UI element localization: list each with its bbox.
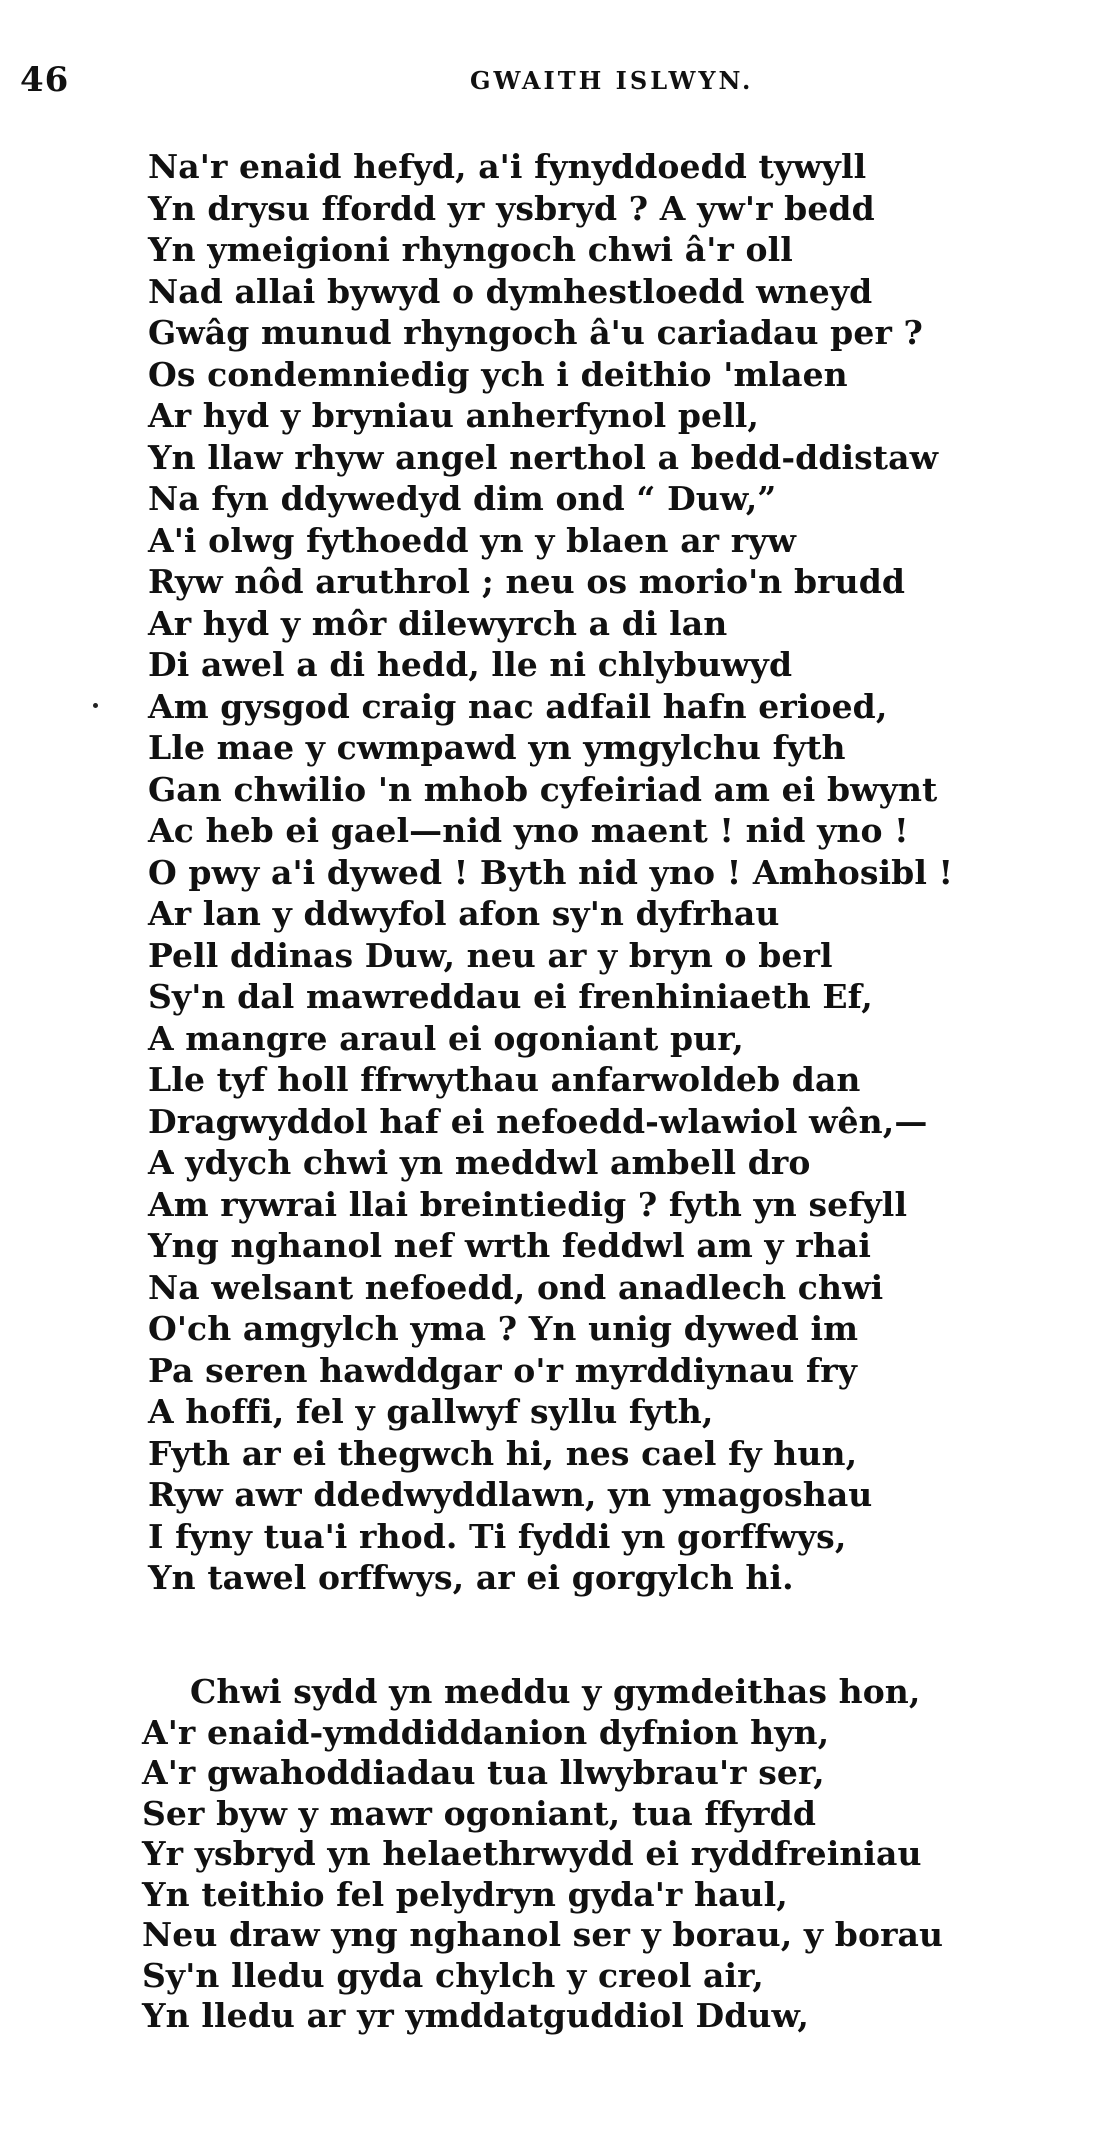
poem-line: O pwy a'i dywed ! Byth nid yno ! Amhosibl ! xyxy=(148,852,954,892)
poem-line: Lle tyf holl ffrwythau anfarwoldeb dan xyxy=(148,1060,861,1099)
poem-line: Sy'n dal mawreddau ei frenhiniaeth Ef, xyxy=(148,977,873,1016)
poem-line: Pa seren hawddgar o'r myrddiynau fry xyxy=(148,1350,858,1390)
poem-line: Yn llaw rhyw angel nerthol a bedd-ddistaw xyxy=(148,437,939,477)
poem-line: A'r gwahoddiadau tua llwybrau'r ser, xyxy=(142,1753,825,1792)
poem-line: Yn teithio fel pelydryn gyda'r haul, xyxy=(142,1874,788,1914)
page-number: 46 xyxy=(20,60,70,100)
poem-line: Ac heb ei gael—nid yno maent ! nid yno ! xyxy=(148,811,909,850)
poem-line: A'i olwg fythoedd yn y blaen ar ryw xyxy=(148,520,797,560)
poem-line: Na fyn ddywedyd dim ond “ Duw,” xyxy=(148,479,777,518)
poem-line: Yn ymeigioni rhyngoch chwi â'r oll xyxy=(148,230,793,269)
poem-line: Gan chwilio 'n mhob cyfeiriad am ei bwynt xyxy=(148,769,938,809)
poem-line: I fyny tua'i rhod. Ti fyddi yn gorffwys, xyxy=(148,1516,847,1556)
poem-line: Os condemniedig ych i deithio 'mlaen xyxy=(148,354,848,394)
poem-line: Fyth ar ei thegwch hi, nes cael fy hun, xyxy=(148,1433,858,1473)
stanza-2 xyxy=(142,1672,1072,2037)
stanza-1 xyxy=(148,146,1078,1599)
poem-line: Nad allai bywyd o dymhestloedd wneyd xyxy=(148,271,873,311)
poem-line: A mangre araul ei ogoniant pur, xyxy=(148,1018,744,1058)
stray-ink-dot xyxy=(93,703,98,708)
poem-line: Yn tawel orffwys, ar ei gorgylch hi. xyxy=(148,1558,794,1597)
poem-line: Ser byw y mawr ogoniant, tua ffyrdd xyxy=(142,1793,817,1833)
poem-line: Na'r enaid hefyd, a'i fynyddoedd tywyll xyxy=(148,147,867,186)
poem-line: Ryw nôd aruthrol ; neu os morio'n brudd xyxy=(148,562,906,601)
poem-line: Ar hyd y bryniau anherfynol pell, xyxy=(148,396,759,435)
poem-line: Pell ddinas Duw, neu ar y bryn o berl xyxy=(148,935,833,975)
poem-line: Gwâg munud rhyngoch â'u cariadau per ? xyxy=(148,313,923,352)
poem-line: Am rywrai llai breintiedig ? fyth yn sefyll xyxy=(148,1184,908,1224)
poem-line: Ryw awr ddedwyddlawn, yn ymagoshau xyxy=(148,1475,873,1514)
poem-line: O'ch amgylch yma ? Yn unig dywed im xyxy=(148,1309,859,1348)
running-title: GWAITH ISLWYN. xyxy=(470,66,754,95)
poem-line: Yng nghanol nef wrth feddwl am y rhai xyxy=(148,1226,871,1265)
poem-line: Yn drysu ffordd yr ysbryd ? A yw'r bedd xyxy=(148,188,875,228)
poem-line: Yn lledu ar yr ymddatguddiol Dduw, xyxy=(142,1996,809,2035)
poem-line: Lle mae y cwmpawd yn ymgylchu fyth xyxy=(148,728,846,767)
poem-line: Chwi sydd yn meddu y gymdeithas hon, xyxy=(190,1672,921,1711)
poem-line: Ar lan y ddwyfol afon sy'n dyfrhau xyxy=(148,894,780,933)
poem-line: A ydych chwi yn meddwl ambell dro xyxy=(148,1143,811,1182)
poem-line: A hoffi, fel y gallwyf syllu fyth, xyxy=(148,1392,714,1431)
poem-line: A'r enaid-ymddiddanion dyfnion hyn, xyxy=(142,1712,830,1752)
poem-line: Am gysgod craig nac adfail hafn erioed, xyxy=(148,686,888,726)
poem-line: Na welsant nefoedd, ond anadlech chwi xyxy=(148,1267,884,1307)
poem-line: Neu draw yng nghanol ser y borau, y borau xyxy=(142,1915,944,1954)
poem-line: Yr ysbryd yn helaethrwydd ei ryddfreiniau xyxy=(142,1834,922,1873)
poem-line: Sy'n lledu gyda chylch y creol air, xyxy=(142,1955,764,1995)
poem-line: Ar hyd y môr dilewyrch a di lan xyxy=(148,603,728,643)
poem-line: Di awel a di hedd, lle ni chlybuwyd xyxy=(148,645,793,684)
poem-line: Dragwyddol haf ei nefoedd-wlawiol wên,— xyxy=(148,1101,928,1141)
